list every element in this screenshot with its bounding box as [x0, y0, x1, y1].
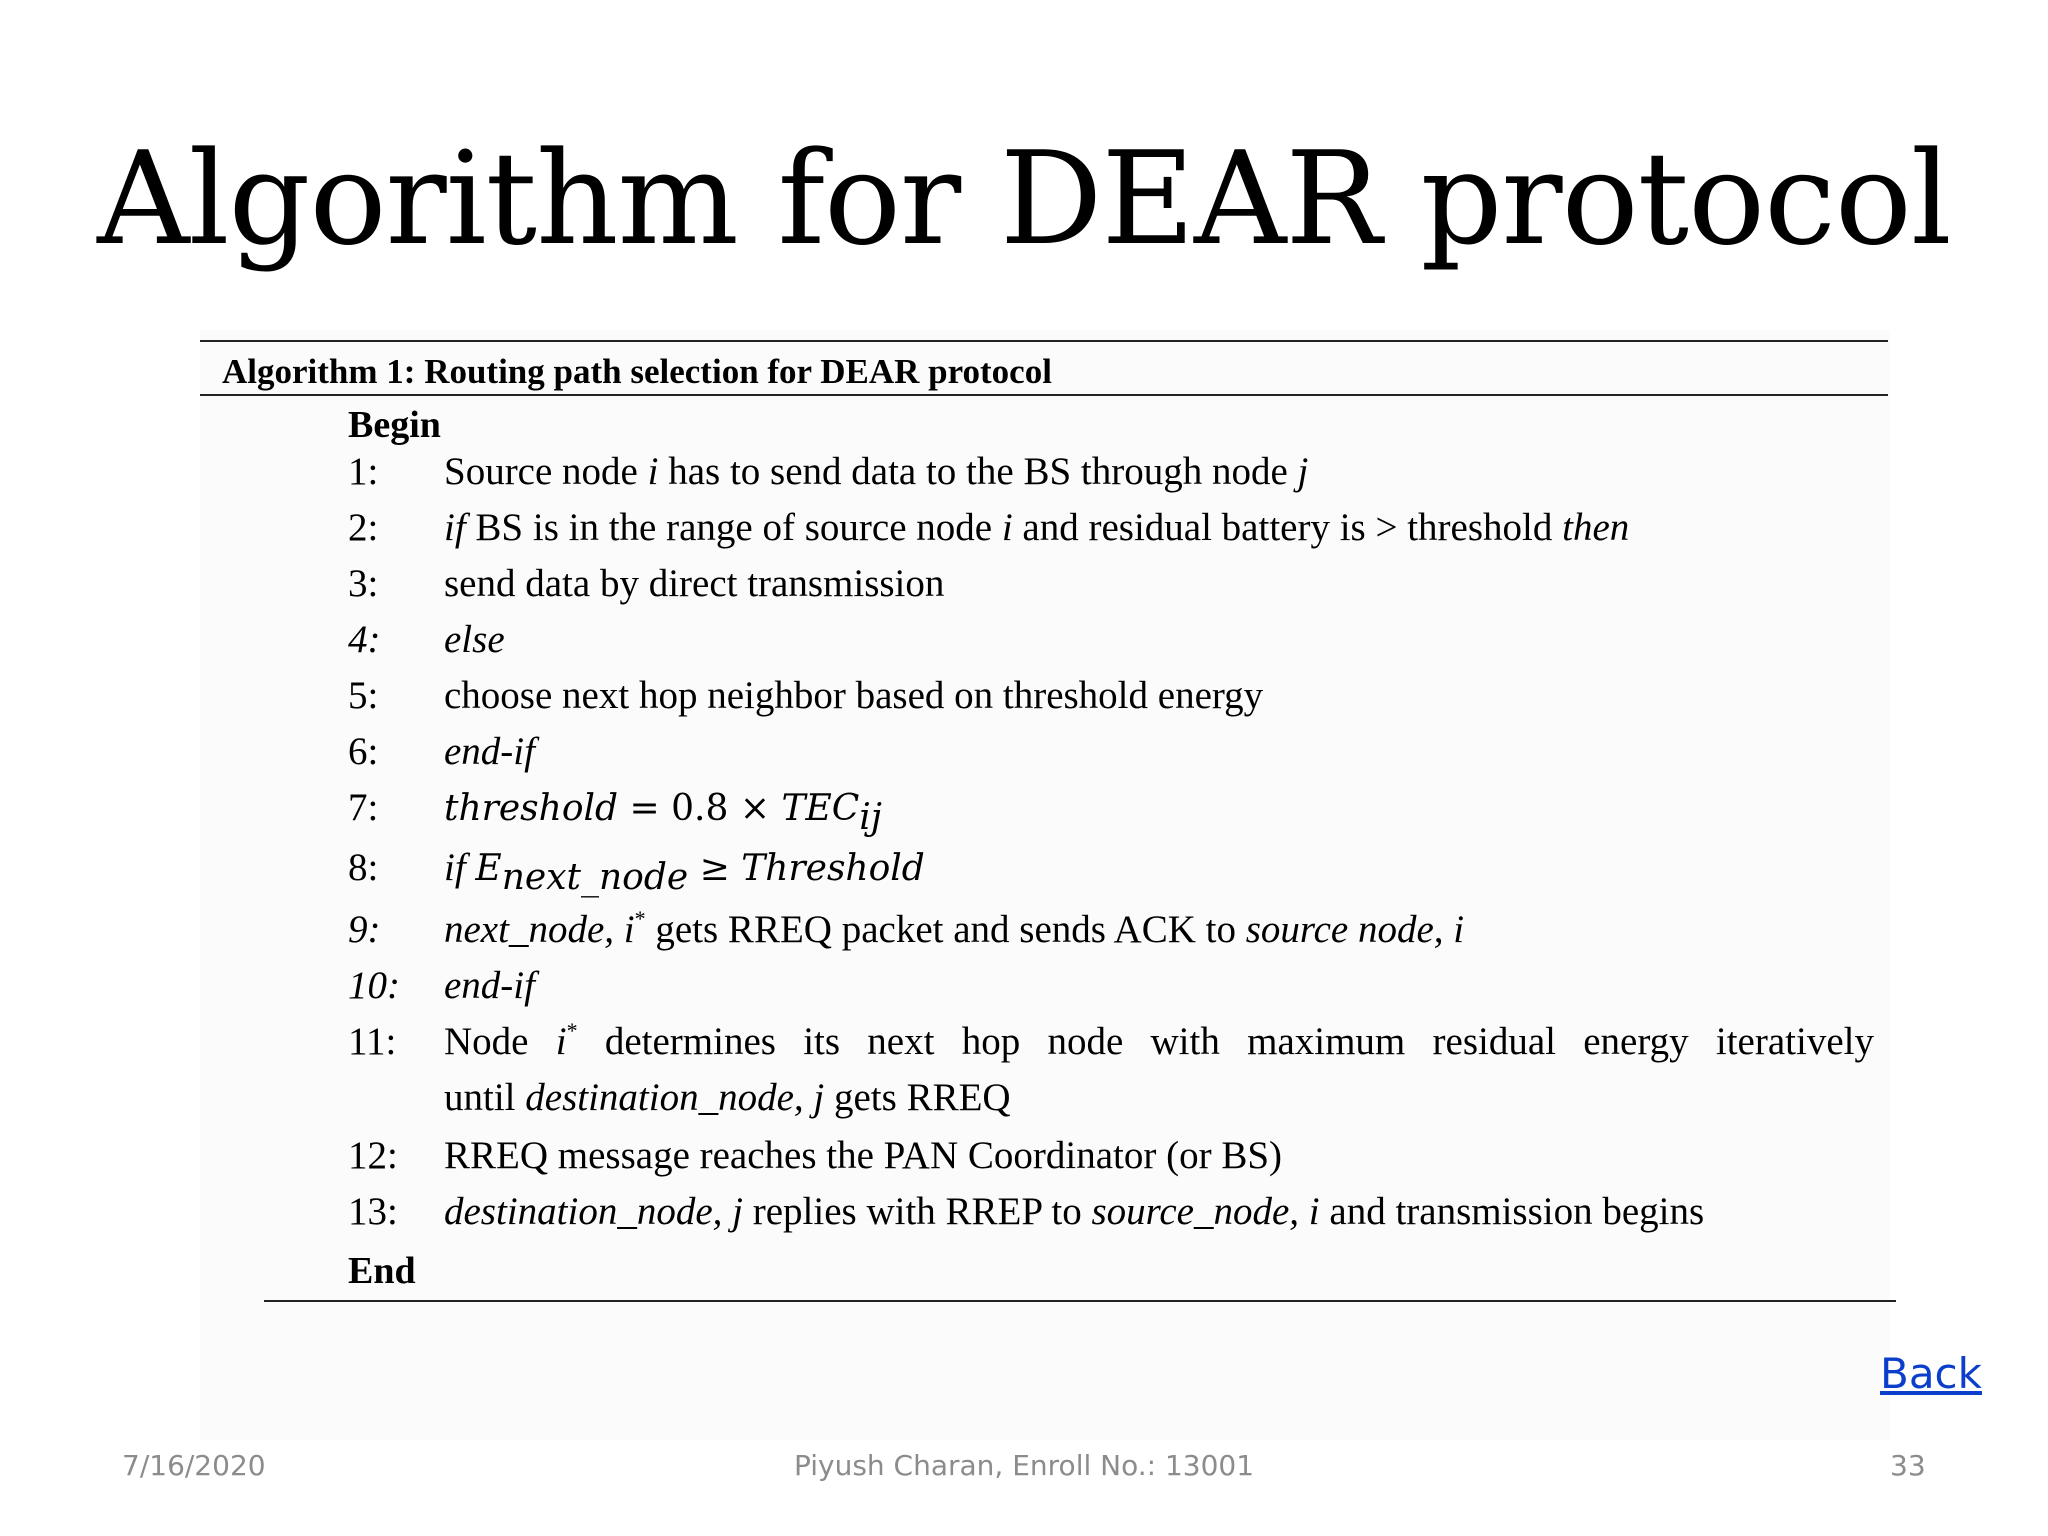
algorithm-line-11 [348, 1018, 1888, 1130]
line-text: BS is in the range of source node [465, 506, 1002, 549]
caption-rule [200, 394, 1888, 396]
line-var: destination_node, j [525, 1076, 825, 1119]
line-number: 5: [348, 674, 379, 717]
line-keyword: end-if [444, 964, 535, 1007]
line-text: has to send data to the BS through node [658, 450, 1298, 493]
line-text: and residual battery is > threshold [1012, 506, 1563, 549]
math-superscript: * [566, 1018, 578, 1043]
line-number: 13: [348, 1190, 398, 1233]
algorithm-caption: Algorithm 1: Routing path selection for DEAR protocol [222, 352, 1052, 391]
line-text: RREQ message reaches the PAN Coordinator (or BS) [444, 1134, 1283, 1177]
line-number: 4: [348, 618, 381, 661]
line-text: and transmission begins [1319, 1190, 1705, 1233]
line-number: 12: [348, 1134, 398, 1177]
slide-title: Algorithm for DEAR protocol [97, 125, 1951, 274]
line-text: gets RREQ [824, 1076, 1011, 1119]
line-number: 8: [348, 846, 379, 889]
line-text: send data by direct transmission [444, 562, 945, 605]
line-var: i [1001, 506, 1013, 549]
line-number: 11: [348, 1020, 397, 1063]
footer-date: 7/16/2020 [122, 1449, 266, 1482]
algorithm-box [200, 330, 1890, 1440]
math-constant: 0.8 × [671, 788, 782, 829]
line-keyword: end-if [444, 730, 535, 773]
math-var: threshold [444, 788, 619, 829]
line-number: 9: [348, 908, 381, 951]
line-var: source node, i [1245, 908, 1465, 951]
footer-author: Piyush Charan, Enroll No.: 13001 [793, 1449, 1255, 1482]
line-text: Node [444, 1020, 556, 1063]
line-text: choose next hop neighbor based on threshold energy [444, 674, 1264, 717]
line-keyword: then [1562, 506, 1630, 549]
bottom-rule [264, 1300, 1896, 1302]
math-var: E [475, 848, 502, 889]
math-subscript: next_node [501, 857, 689, 898]
line-text: Source node [444, 450, 648, 493]
line-keyword: if [444, 506, 466, 549]
line-var: j [1297, 450, 1309, 493]
math-var: TEC [781, 788, 860, 829]
back-link[interactable]: Back [1880, 1349, 1982, 1398]
line-number: 7: [348, 786, 379, 829]
math-subscript: ij [859, 797, 882, 838]
line-keyword: else [444, 618, 505, 661]
math-operator: = [618, 788, 672, 829]
line-keyword: if [444, 846, 476, 889]
line-number: 3: [348, 562, 379, 605]
line-text: replies with RREP to [742, 1190, 1092, 1233]
math-superscript: * [634, 906, 646, 931]
line-var: destination_node, j [444, 1190, 743, 1233]
line-text: determines its next hop node with maximum residual energy iteratively [577, 1020, 1874, 1063]
line-var: i [647, 450, 659, 493]
top-rule [200, 340, 1888, 342]
math-operator: ≥ [688, 848, 742, 889]
line-number: 1: [348, 450, 379, 493]
line-text: until [444, 1076, 526, 1119]
line-var: source_node, i [1091, 1190, 1320, 1233]
math-var: Threshold [741, 848, 925, 889]
line-var: next_node, i [444, 908, 635, 951]
line-number: 6: [348, 730, 379, 773]
line-number: 10: [348, 964, 400, 1007]
line-text: gets RREQ packet and sends ACK to [645, 908, 1246, 951]
algorithm-end: End [348, 1250, 416, 1292]
line-number: 2: [348, 506, 379, 549]
algorithm-begin: Begin [348, 404, 441, 446]
line-var: i [555, 1020, 567, 1063]
footer-page-number: 33 [1890, 1449, 1926, 1482]
